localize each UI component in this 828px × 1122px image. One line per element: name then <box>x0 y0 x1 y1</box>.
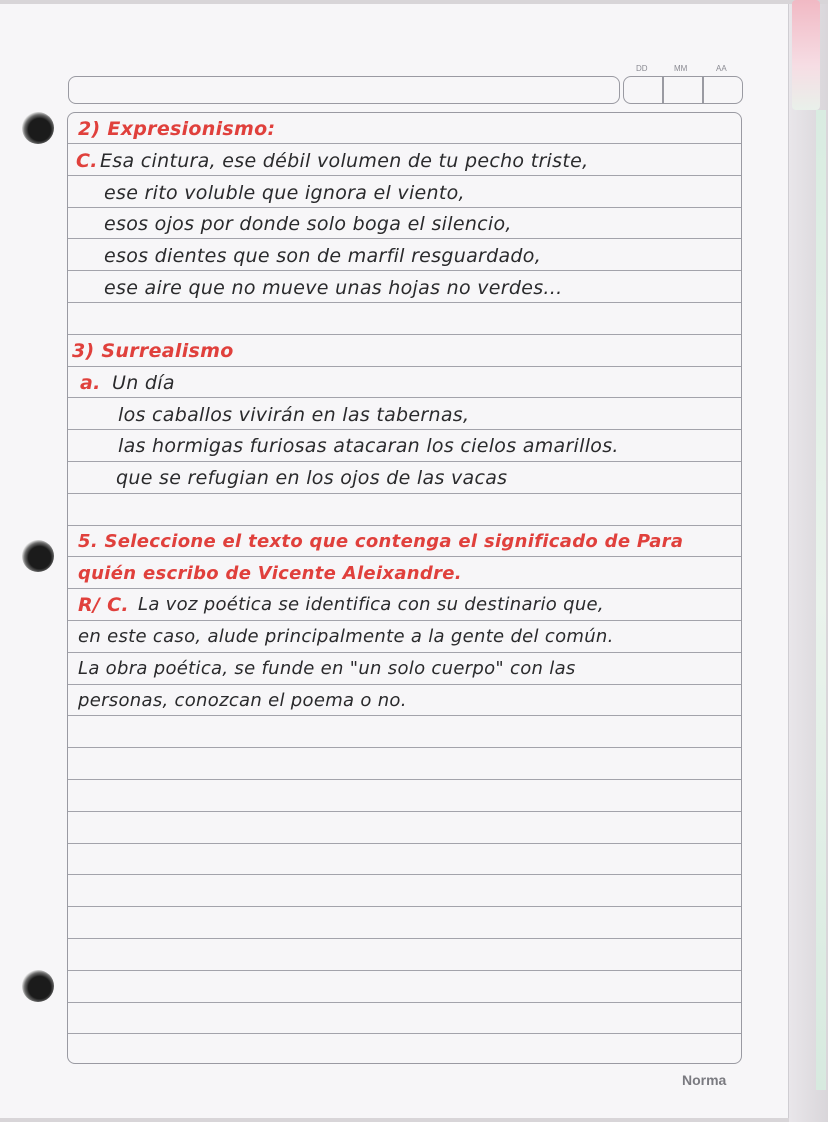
section-title-surrealismo: 3) Surrealismo <box>72 340 234 362</box>
title-field <box>68 76 620 104</box>
ruled-line <box>68 175 741 176</box>
question-5-line-2: quién escribo de Vicente Aleixandre. <box>78 563 462 584</box>
poem-line: ese rito voluble que ignora el viento, <box>104 182 465 204</box>
brand-logo: Norma <box>682 1072 727 1088</box>
ruled-line <box>68 747 741 748</box>
ruled-line <box>68 302 741 303</box>
ruled-line <box>68 334 741 335</box>
ruled-line <box>68 493 741 494</box>
poem-line: Un día <box>112 372 175 394</box>
answer-line: en este caso, alude principalmente a la gente del común. <box>78 626 614 647</box>
date-year-label: AA <box>716 64 727 73</box>
ruled-line <box>68 397 741 398</box>
poem-line: esos dientes que son de marfil resguardado, <box>104 245 542 267</box>
ruled-line <box>68 874 741 875</box>
ruled-line <box>68 588 741 589</box>
binder-hole-middle <box>22 540 54 572</box>
date-month-label: MM <box>674 64 688 73</box>
ruled-line <box>68 684 741 685</box>
ruled-line <box>68 270 741 271</box>
date-day-label: DD <box>636 64 648 73</box>
ruled-line <box>68 906 741 907</box>
poem-line: que se refugian en los ojos de las vacas <box>116 467 508 489</box>
question-5-line-1: 5. Seleccione el texto que contenga el significado de Para <box>78 531 684 552</box>
ruled-line <box>68 143 741 144</box>
binder-hole-top <box>22 112 54 144</box>
ruled-line <box>68 1002 741 1003</box>
answer-line: La obra poética, se funde en "un solo cuerpo" con las <box>78 658 576 679</box>
answer-marker: R/ C. <box>78 594 129 616</box>
date-month-box <box>663 76 703 104</box>
item-marker-a: a. <box>80 372 101 394</box>
ruled-line <box>68 461 741 462</box>
ruled-line <box>68 366 741 367</box>
ruled-line <box>68 779 741 780</box>
ruled-line <box>68 429 741 430</box>
binder-hole-bottom <box>22 970 54 1002</box>
ruled-line <box>68 207 741 208</box>
ruled-line <box>68 1033 741 1034</box>
ruled-line <box>68 811 741 812</box>
ruled-line <box>68 556 741 557</box>
date-day-box <box>623 76 663 104</box>
date-year-box <box>703 76 743 104</box>
answer-line: personas, conozcan el poema o no. <box>78 690 407 711</box>
section-title-expresionismo: 2) Expresionismo: <box>78 118 276 140</box>
ruled-line <box>68 652 741 653</box>
ruled-line <box>68 715 741 716</box>
cover-leaf-strip <box>816 110 826 1090</box>
item-marker-c: C. <box>76 150 98 172</box>
ruled-line <box>68 525 741 526</box>
poem-line: los caballos vivirán en las tabernas, <box>118 404 470 426</box>
ruled-line <box>68 970 741 971</box>
ruled-line <box>68 238 741 239</box>
ruled-line <box>68 620 741 621</box>
poem-line: las hormigas furiosas atacaran los cielos amarillos. <box>118 435 619 457</box>
ruled-line <box>68 938 741 939</box>
ruled-line <box>68 843 741 844</box>
poem-line: esos ojos por donde solo boga el silencio, <box>104 213 512 235</box>
cover-floral-tab <box>792 0 820 110</box>
answer-line: La voz poética se identifica con su destinario que, <box>138 594 604 615</box>
poem-line: ese aire que no mueve unas hojas no verdes... <box>104 277 563 299</box>
poem-line: Esa cintura, ese débil volumen de tu pecho triste, <box>100 150 589 172</box>
